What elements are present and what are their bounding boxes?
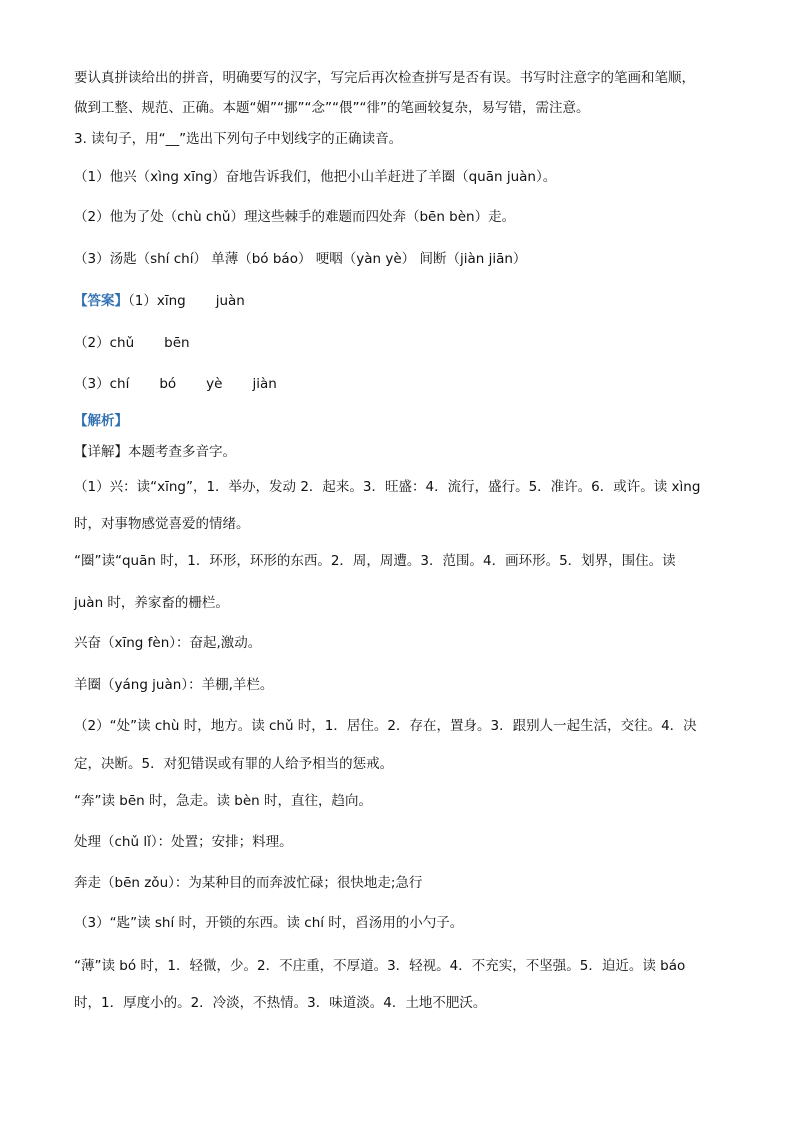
analysis-paragraph-2-line-1: “圈”读“quān 时，1．环形，环形的东西。2．周，周遭。3．范围。4．画环形。5．划界，围住。读: [74, 553, 676, 569]
answer-row-1: [74, 292, 245, 310]
analysis-paragraph-7: 处理（chǔ lǐ）：处置；安排；料理。: [74, 834, 293, 850]
analysis-tag: 【解析】: [74, 413, 128, 429]
answer-value: bó: [159, 376, 177, 392]
question-item-1: （1）他兴（xìng xīng）奋地告诉我们，他把小山羊赶进了羊圈（quān juàn）。: [74, 169, 557, 185]
analysis-paragraph-9: （3）“匙”读 shí 时，开锁的东西。读 chí 时，舀汤用的小勺子。: [74, 915, 464, 931]
analysis-paragraph-8: 奔走（bēn zǒu）：为某种目的而奔波忙碌；很快地走;急行: [74, 875, 423, 891]
analysis-paragraph-2-line-2: juàn 时，养家畜的栅栏。: [74, 595, 229, 611]
analysis-paragraph-1-line-1: （1）兴：读“xīng”，1．举办，发动 2．起来。3．旺盛：4．流行，盛行。5．准许。6．或许。读 xìng: [74, 479, 701, 495]
detail-tag: 【详解】: [74, 444, 128, 460]
analysis-paragraph-5-line-1: （2）“处”读 chù 时，地方。读 chǔ 时，1．居住。2．存在，置身。3．跟别人一起生活，交往。4．决: [74, 718, 697, 734]
intro-line-1: 要认真拼读给出的拼音，明确要写的汉字，写完后再次检查拼写是否有误。书写时注意字的笔画和笔顺，: [74, 70, 695, 86]
analysis-paragraph-3: 兴奋（xīng fèn）：奋起,激动。: [74, 635, 262, 651]
analysis-paragraph-5-line-2: 定，决断。5．对犯错误或有罪的人给予相当的惩戒。: [74, 756, 394, 772]
analysis-detail: [74, 443, 236, 461]
answer-row-2: [74, 334, 190, 352]
detail-text: 本题考查多音字。: [128, 444, 236, 460]
answer-row-3: [74, 375, 277, 393]
answer-value: chí: [109, 376, 130, 392]
analysis-paragraph-10-line-2: 时，1．厚度小的。2．冷淡，不热情。3．味道淡。4．土地不肥沃。: [74, 995, 487, 1011]
question-title: 3. 读句子，用“__”选出下列句子中划线字的正确读音。: [74, 131, 403, 147]
answer-number: （1）: [128, 293, 157, 309]
answer-value: juàn: [215, 293, 245, 309]
question-item-2: （2）他为了处（chù chǔ）理这些棘手的难题而四处奔（bēn bèn）走。: [74, 209, 516, 225]
analysis-paragraph-1-line-2: 时，对事物感觉喜爱的情绪。: [74, 516, 250, 532]
answer-value: bēn: [164, 335, 190, 351]
answer-value: jiàn: [252, 376, 277, 392]
intro-line-2: 做到工整、规范、正确。本题“媚”“挪”“念”“偎”“徘”的笔画较复杂，易写错，需注意。: [74, 100, 590, 116]
answer-value: yè: [206, 376, 223, 392]
answer-number: （3）: [74, 376, 110, 392]
question-item-3: （3）汤匙（shí chí） 单薄（bó báo） 哽咽（yàn yè） 间断（jiàn jiān）: [74, 251, 527, 267]
answer-value: chǔ: [109, 335, 135, 351]
analysis-paragraph-10-line-1: “薄”读 bó 时，1．轻微，少。2．不庄重，不厚道。3．轻视。4．不充实，不坚强。5．迫近。读 báo: [74, 958, 686, 974]
answer-tag: 【答案】: [74, 293, 128, 309]
analysis-paragraph-6: “奔”读 bēn 时，急走。读 bèn 时，直往，趋向。: [74, 793, 373, 809]
answer-value: xīng: [156, 293, 186, 309]
answer-number: （2）: [74, 335, 110, 351]
analysis-paragraph-4: 羊圈（yáng juàn）：羊棚,羊栏。: [74, 677, 274, 693]
